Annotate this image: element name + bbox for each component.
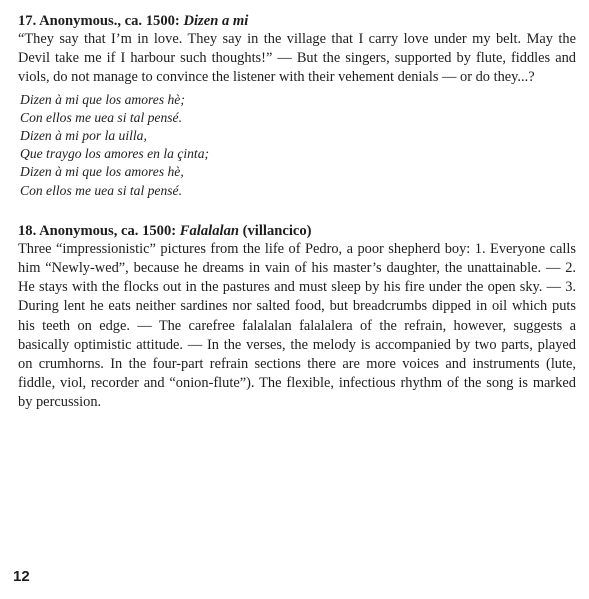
- entry-heading: [18, 12, 576, 30]
- entry-17: [18, 12, 576, 200]
- verse-line: Con ellos me uea si tal pensé.: [20, 109, 182, 125]
- verse-line: Dizen à mi que los amores hè;: [20, 91, 185, 107]
- entry-18: [18, 222, 576, 413]
- entry-subtitle: (villancico): [242, 222, 312, 239]
- verse-line: Con ellos me uea si tal pensé.: [20, 182, 182, 198]
- page-content: [18, 12, 576, 413]
- entry-title: Dizen a mi: [183, 13, 249, 29]
- entry-number: 18.: [18, 222, 37, 239]
- verse-block: [20, 91, 576, 200]
- entry-description: Three “impressionistic” pictures from the life of Pedro, a poor shepherd boy: 1. Everyone calls him “Newly-wed”, because he dreams in vain of his master’s daughter, the unattainable. — 2. He stays with the flocks out in the pastures and must sleep by his fire under the open sky. — 3. During lent he eats neither sardines nor salted food, but breadcrumbs dipped in oil which puts his teeth on edge. — The carefree falalalan falalalera of the refrain, however, suggests a basically optimistic attitude. — In the verses, the melody is accompanied by two parts, played on crumhorns. In the four-part refrain sections there are more voices and instruments (lute, fiddle, viol, recorder and “onion-flute”). The flexible, infectious rhythm of the song is marked by percussion.: [18, 240, 576, 411]
- entry-composer: Anonymous, ca. 1500:: [39, 222, 177, 239]
- verse-line: Dizen à mi por la uilla,: [20, 128, 147, 144]
- entry-title: Falalalan: [179, 222, 239, 239]
- verse-line: Dizen à mi que los amores hè,: [20, 164, 184, 180]
- entry-number: 17.: [18, 13, 37, 29]
- entry-description: “They say that I’m in love. They say in the village that I carry love under my belt. May the Devil take me if I harbour such thoughts!” — But the singers, supported by flute, fiddles and viols, do not manage to convince the listener with their vehement denials — or do they...?: [18, 31, 576, 86]
- page-number: 12: [13, 568, 30, 585]
- verse-line: Que traygo los amores en la çinta;: [20, 146, 210, 162]
- entry-composer: Anonymous., ca. 1500:: [39, 13, 180, 29]
- entry-heading: [18, 222, 576, 240]
